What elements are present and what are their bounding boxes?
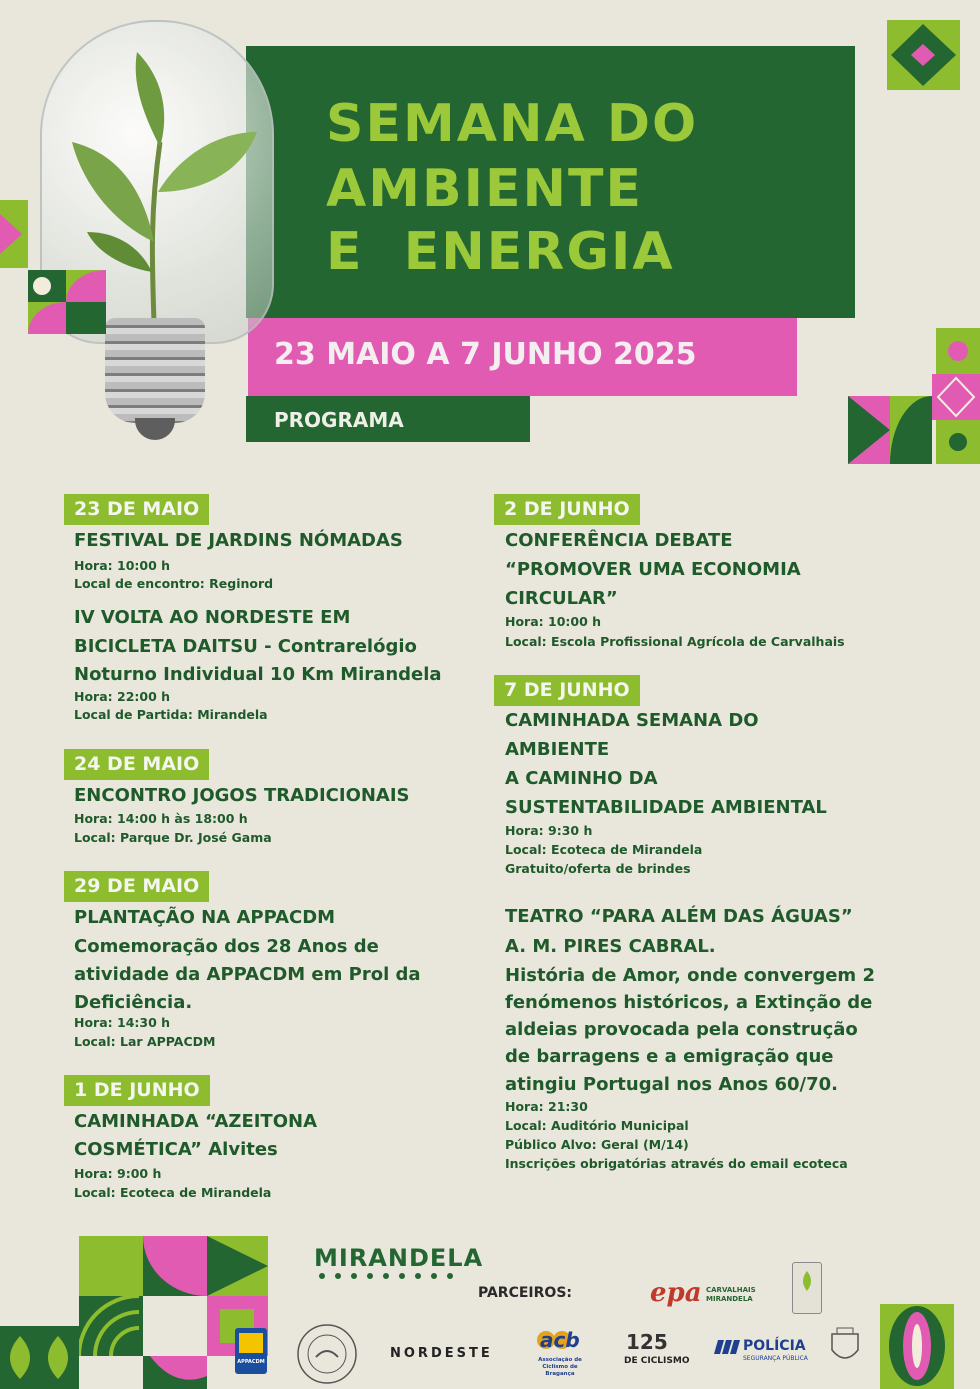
date-badge-24-maio: 24 DE MAIO [64, 749, 209, 780]
event-title: CAMINHADA SEMANA DO [505, 710, 759, 731]
event-detail: Local de encontro: Reginord [74, 576, 274, 591]
fpc-label: DE CICLISMO [624, 1356, 690, 1366]
event-detail: Local: Parque Dr. José Gama [74, 830, 272, 845]
partners-label: PARCEIROS: [478, 1285, 573, 1301]
event-detail: Hora: 10:00 h [74, 558, 171, 573]
date-badge-2-junho: 2 DE JUNHO [494, 494, 640, 525]
coat-of-arms-icon [828, 1326, 862, 1368]
epa-logo: epa [650, 1278, 702, 1308]
appacdm-logo [235, 1328, 267, 1374]
event-title: atingiu Portugal nos Anos 60/70. [505, 1074, 838, 1095]
event-detail: Local: Escola Profissional Agrícola de Carvalhais [505, 634, 845, 649]
fpc-number: 125 [626, 1330, 668, 1354]
program-label: PROGRAMA [274, 408, 404, 432]
event-detail: Hora: 21:30 [505, 1099, 588, 1114]
event-detail: Hora: 10:00 h [505, 614, 602, 629]
event-detail: Inscrições obrigatórias através do email ecoteca [505, 1156, 848, 1171]
event-detail: Hora: 22:00 h [74, 689, 171, 704]
event-title: Noturno Individual 10 Km Mirandela [74, 664, 442, 685]
date-badge-1-junho: 1 DE JUNHO [64, 1075, 210, 1106]
event-title: AMBIENTE [505, 739, 610, 760]
nordeste-logo: NORDESTE [390, 1346, 493, 1361]
event-title: IV VOLTA AO NORDESTE EM [74, 607, 351, 628]
event-title: SUSTENTABILIDADE AMBIENTAL [505, 797, 827, 818]
event-title: fenómenos históricos, a Extinção de [505, 992, 873, 1013]
event-title: aldeias provocada pela construção [505, 1019, 858, 1040]
event-title: Comemoração dos 28 Anos de [74, 936, 379, 957]
event-title: “PROMOVER UMA ECONOMIA [505, 559, 801, 580]
police-stripes-icon [714, 1340, 740, 1354]
school-logo [792, 1262, 822, 1314]
leaf-icon [793, 1263, 821, 1313]
left-pattern-icon [28, 270, 106, 334]
event-title: CAMINHADA “AZEITONA [74, 1111, 318, 1132]
event-title: FESTIVAL DE JARDINS NÓMADAS [74, 530, 403, 551]
event-detail: Público Alvo: Geral (M/14) [505, 1137, 689, 1152]
event-title: TEATRO “PARA ALÉM DAS ÁGUAS” [505, 906, 853, 927]
right-pattern-icon [848, 328, 980, 464]
date-badge-23-maio: 23 DE MAIO [64, 494, 209, 525]
event-detail: Local: Auditório Municipal [505, 1118, 689, 1133]
epa-logo-sub: CARVALHAIS MIRANDELA [706, 1286, 756, 1303]
bulb-tip [135, 418, 175, 440]
diamond-tile-icon [887, 20, 960, 90]
event-detail: Local: Ecoteca de Mirandela [74, 1185, 272, 1200]
event-detail: Local: Ecoteca de Mirandela [505, 842, 703, 857]
event-detail: Hora: 9:00 h [74, 1166, 162, 1181]
event-detail: Local de Partida: Mirandela [74, 707, 268, 722]
association-seal-icon [296, 1323, 358, 1385]
left-tile-icon [0, 200, 28, 268]
acb-logo-sub: Associação de Ciclismo de Bragança [538, 1357, 582, 1377]
event-detail: Hora: 14:00 h às 18:00 h [74, 811, 248, 826]
date-badge-29-maio: 29 DE MAIO [64, 871, 209, 902]
event-title: ENCONTRO JOGOS TRADICIONAIS [74, 785, 410, 806]
event-detail: Hora: 9:30 h [505, 823, 593, 838]
date-badge-7-junho: 7 DE JUNHO [494, 675, 640, 706]
event-title: PLANTAÇÃO NA APPACDM [74, 907, 336, 928]
title-line-3: E ENERGIA [326, 222, 675, 282]
event-title: CONFERÊNCIA DEBATE [505, 530, 733, 551]
event-title: atividade da APPACDM em Prol da [74, 964, 421, 985]
footer-pattern-icon [0, 1236, 268, 1389]
event-title: BICICLETA DAITSU - Contrarelógio [74, 636, 417, 657]
event-title: de barragens e a emigração que [505, 1046, 834, 1067]
event-title: COSMÉTICA” Alvites [74, 1139, 278, 1160]
mirandela-logo: MIRANDELA [314, 1244, 484, 1272]
event-title: A. M. PIRES CABRAL. [505, 936, 716, 957]
footer-right-tile-icon [880, 1304, 954, 1389]
event-title: Deficiência. [74, 992, 193, 1013]
appacdm-mark-icon [239, 1333, 263, 1353]
title-line-1: SEMANA DO [326, 94, 699, 154]
police-logo: POLÍCIA [743, 1338, 806, 1354]
appacdm-label: APPACDM [237, 1359, 265, 1365]
event-detail: Gratuito/oferta de brindes [505, 861, 691, 876]
event-detail: Hora: 14:30 h [74, 1015, 171, 1030]
police-logo-sub: SEGURANÇA PÚBLICA [743, 1355, 808, 1362]
title-line-2: AMBIENTE [326, 159, 644, 219]
acb-logo: acb [540, 1328, 580, 1352]
bulb-base [105, 318, 205, 423]
event-dates: 23 MAIO A 7 JUNHO 2025 [274, 337, 697, 372]
event-title: História de Amor, onde convergem 2 [505, 965, 875, 986]
mirandela-ornament-icon [314, 1271, 464, 1281]
event-title: CIRCULAR” [505, 588, 618, 609]
event-detail: Local: Lar APPACDM [74, 1034, 216, 1049]
event-title: A CAMINHO DA [505, 768, 658, 789]
